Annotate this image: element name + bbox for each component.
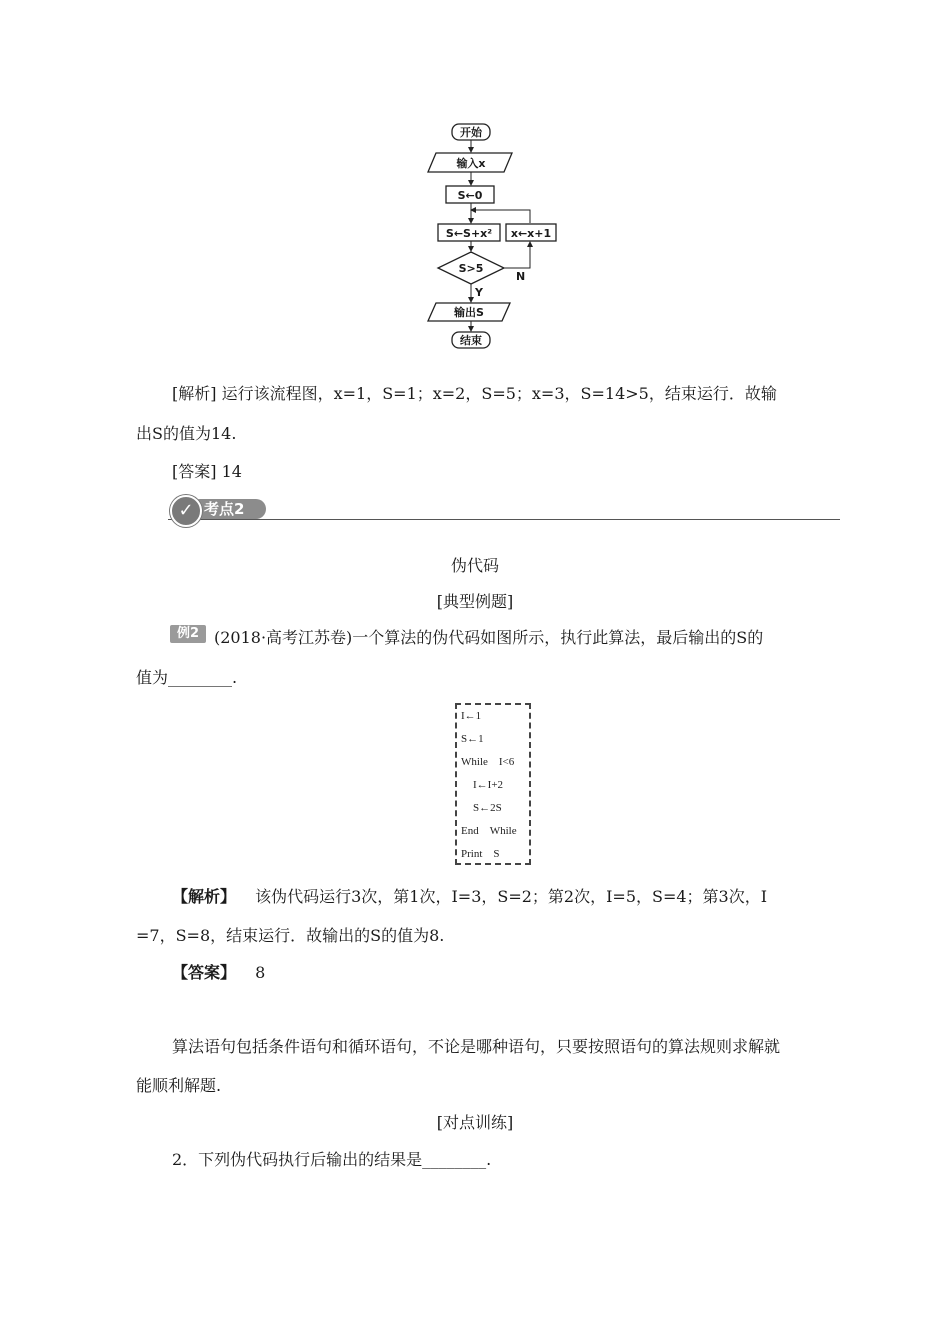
flowchart-diagram — [420, 118, 570, 358]
flow-input-label: 输入x — [456, 157, 486, 170]
solution1-analysis-tag: [解析] — [172, 384, 217, 403]
solution2-answer-tag: 【答案】 — [172, 963, 237, 982]
solution1-answer — [172, 462, 242, 482]
flow-end-label: 结束 — [460, 334, 482, 347]
flow-output-label: 输出S — [454, 306, 484, 319]
flow-no-label: N — [516, 270, 526, 283]
section-divider — [168, 519, 840, 520]
example2-line1: (2018·高考江苏卷)一个算法的伪代码如图所示，执行此算法，最后输出的S的 — [214, 628, 764, 647]
code-line: S←1 — [461, 733, 484, 745]
code-line: While I<6 — [461, 756, 515, 768]
solution1-analysis-text: 运行该流程图，x=1，S=1；x=2，S=5；x=3，S=14>5，结束运行．故输 — [221, 384, 777, 403]
code-line: S←2S — [473, 802, 502, 814]
training-heading: [对点训练] — [436, 1113, 514, 1132]
tip-line1: 算法语句包括条件语句和循环语句，不论是哪种语句，只要按照语句的算法规则求解就 — [172, 1037, 781, 1056]
example2-line2: 值为________. — [136, 668, 238, 687]
solution2-answer — [172, 963, 265, 983]
tip-line2: 能顺利解题. — [136, 1076, 222, 1095]
flow-yes-label: Y — [475, 286, 483, 299]
training-question: 2．下列伪代码执行后输出的结果是________. — [172, 1150, 492, 1169]
checkmark-icon: ✓ — [170, 495, 202, 527]
solution2-line1 — [172, 887, 767, 907]
flow-update-label: S←S+x² — [445, 227, 493, 240]
solution2-line2: =7，S=8，结束运行．故输出的S的值为8. — [136, 926, 445, 945]
code-line: I←I+2 — [473, 779, 504, 791]
solution1-answer-tag: [答案] — [172, 462, 217, 481]
solution2-analysis-text: 该伪代码运行3次，第1次，I=3，S=2；第2次，I=5，S=4；第3次，I — [255, 887, 768, 906]
solution1-line1 — [172, 384, 777, 404]
flow-condition-label: S>5 — [458, 262, 484, 275]
flow-increment-label: x←x+1 — [510, 227, 552, 240]
section-title: 伪代码 — [450, 556, 499, 575]
section-badge-label: 考点2 — [204, 500, 245, 518]
code-line: I←1 — [461, 710, 482, 722]
code-line: End While — [461, 825, 517, 837]
section-subtitle: [典型例题] — [436, 592, 514, 611]
solution2-analysis-tag: 【解析】 — [172, 887, 237, 906]
solution1-line2: 出S的值为14. — [136, 424, 237, 443]
flow-start-label: 开始 — [460, 126, 482, 139]
example-badge: 例2 — [170, 625, 206, 643]
solution1-answer-value: 14 — [221, 462, 242, 481]
flow-init-label: S←0 — [457, 189, 483, 202]
code-line: Print S — [461, 848, 500, 860]
solution2-answer-value: 8 — [255, 963, 266, 982]
pseudocode-box — [455, 703, 531, 865]
